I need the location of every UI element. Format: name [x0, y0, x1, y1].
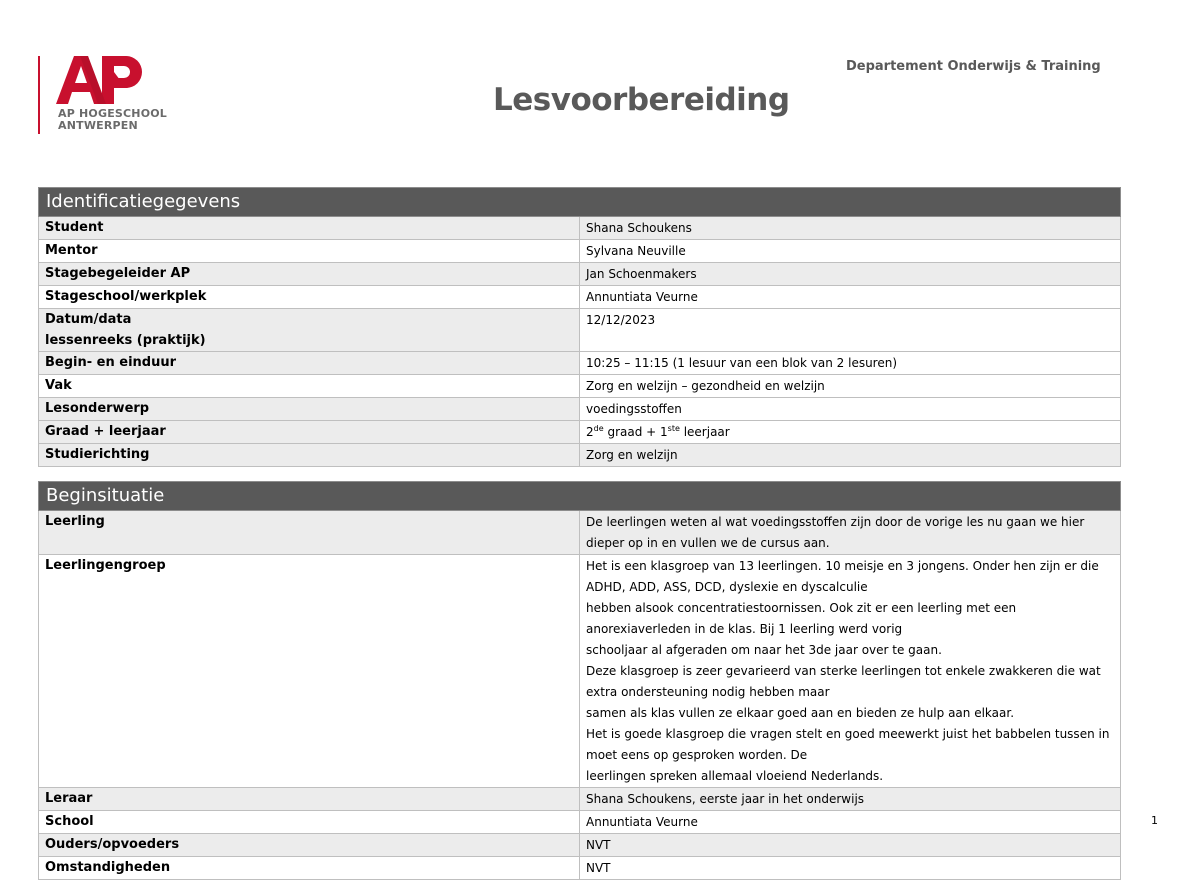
row-label: Datum/data lessenreeks (praktijk): [39, 309, 580, 352]
page-number: 1: [1151, 814, 1158, 827]
table-row: [39, 398, 1121, 421]
row-value: 10:25 – 11:15 (1 lesuur van een blok van 2 lesuren): [580, 352, 1121, 375]
row-label: Leerlingengroep: [39, 555, 580, 788]
row-label: Studierichting: [39, 444, 580, 467]
row-label: Leerling: [39, 511, 580, 555]
department-name: Departement Onderwijs & Training: [846, 59, 1101, 74]
table-row: [39, 788, 1121, 811]
row-value: NVT: [580, 857, 1121, 880]
ap-logo: [38, 56, 178, 136]
row-label: Vak: [39, 375, 580, 398]
row-label: School: [39, 811, 580, 834]
row-value: Jan Schoenmakers: [580, 263, 1121, 286]
row-value: NVT: [580, 834, 1121, 857]
row-label: Lesonderwerp: [39, 398, 580, 421]
row-value: Zorg en welzijn – gezondheid en welzijn: [580, 375, 1121, 398]
table-row: [39, 217, 1121, 240]
row-value: Shana Schoukens: [580, 217, 1121, 240]
row-value: De leerlingen weten al wat voedingsstoffen zijn door de vorige les nu gaan we hier dieper op in en vullen we de cursus aan.: [580, 511, 1121, 555]
table-row: [39, 555, 1121, 788]
table-row: [39, 834, 1121, 857]
row-label: Begin- en einduur: [39, 352, 580, 375]
beginsituatie-table: [38, 481, 1121, 880]
row-label: Stageschool/werkplek: [39, 286, 580, 309]
row-value: 2de graad + 1ste leerjaar: [580, 421, 1121, 444]
table-row: [39, 811, 1121, 834]
table-row: [39, 421, 1121, 444]
row-value: Zorg en welzijn: [580, 444, 1121, 467]
row-label: Mentor: [39, 240, 580, 263]
table-row: [39, 263, 1121, 286]
identification-table: [38, 187, 1121, 467]
row-value-multiline: Het is een klasgroep van 13 leerlingen. 10 meisje en 3 jongens. Onder hen zijn er die ADHD, ADD, ASS, DCD, dyslexie en dyscalculie hebben alsook concentratiestoornissen. Ook zit er een leerling met een anorexiaverleden in de klas. Bij 1 leerling werd vorig schooljaar al afgeraden om naar het 3de jaar over te gaan. Deze klasgroep is zeer gevarieerd van sterke leerlingen tot enkele zwakkeren die wat extra ondersteuning nodig hebben maar samen als klas vullen ze elkaar goed aan en bieden ze hulp aan elkaar. Het is goede klasgroep die vragen stelt en goed meewerkt juist het babbelen tussen in moet eens op gesproken worden. De leerlingen spreken allemaal vloeiend Nederlands.: [580, 555, 1121, 788]
logo-red-bar: [38, 56, 40, 134]
row-label: Omstandigheden: [39, 857, 580, 880]
row-label: Graad + leerjaar: [39, 421, 580, 444]
row-label: Leraar: [39, 788, 580, 811]
table-row: [39, 444, 1121, 467]
beginsituatie-heading: Beginsituatie: [39, 482, 1121, 511]
identification-heading: Identificatiegegevens: [39, 188, 1121, 217]
row-label: Student: [39, 217, 580, 240]
table-row: [39, 286, 1121, 309]
row-value: voedingsstoffen: [580, 398, 1121, 421]
row-value: Annuntiata Veurne: [580, 286, 1121, 309]
row-value: Annuntiata Veurne: [580, 811, 1121, 834]
table-row: [39, 511, 1121, 555]
table-row: [39, 240, 1121, 263]
row-value: Shana Schoukens, eerste jaar in het onderwijs: [580, 788, 1121, 811]
row-value: 12/12/2023: [580, 309, 1121, 352]
row-value: Sylvana Neuville: [580, 240, 1121, 263]
table-row: [39, 375, 1121, 398]
ap-logo-mark: [56, 56, 148, 104]
table-row: [39, 857, 1121, 880]
document-title: Lesvoorbereiding: [493, 82, 790, 118]
table-row: [39, 309, 1121, 352]
logo-text: AP HOGESCHOOL ANTWERPEN: [58, 107, 168, 132]
table-row: [39, 352, 1121, 375]
row-label: Stagebegeleider AP: [39, 263, 580, 286]
row-label: Ouders/opvoeders: [39, 834, 580, 857]
